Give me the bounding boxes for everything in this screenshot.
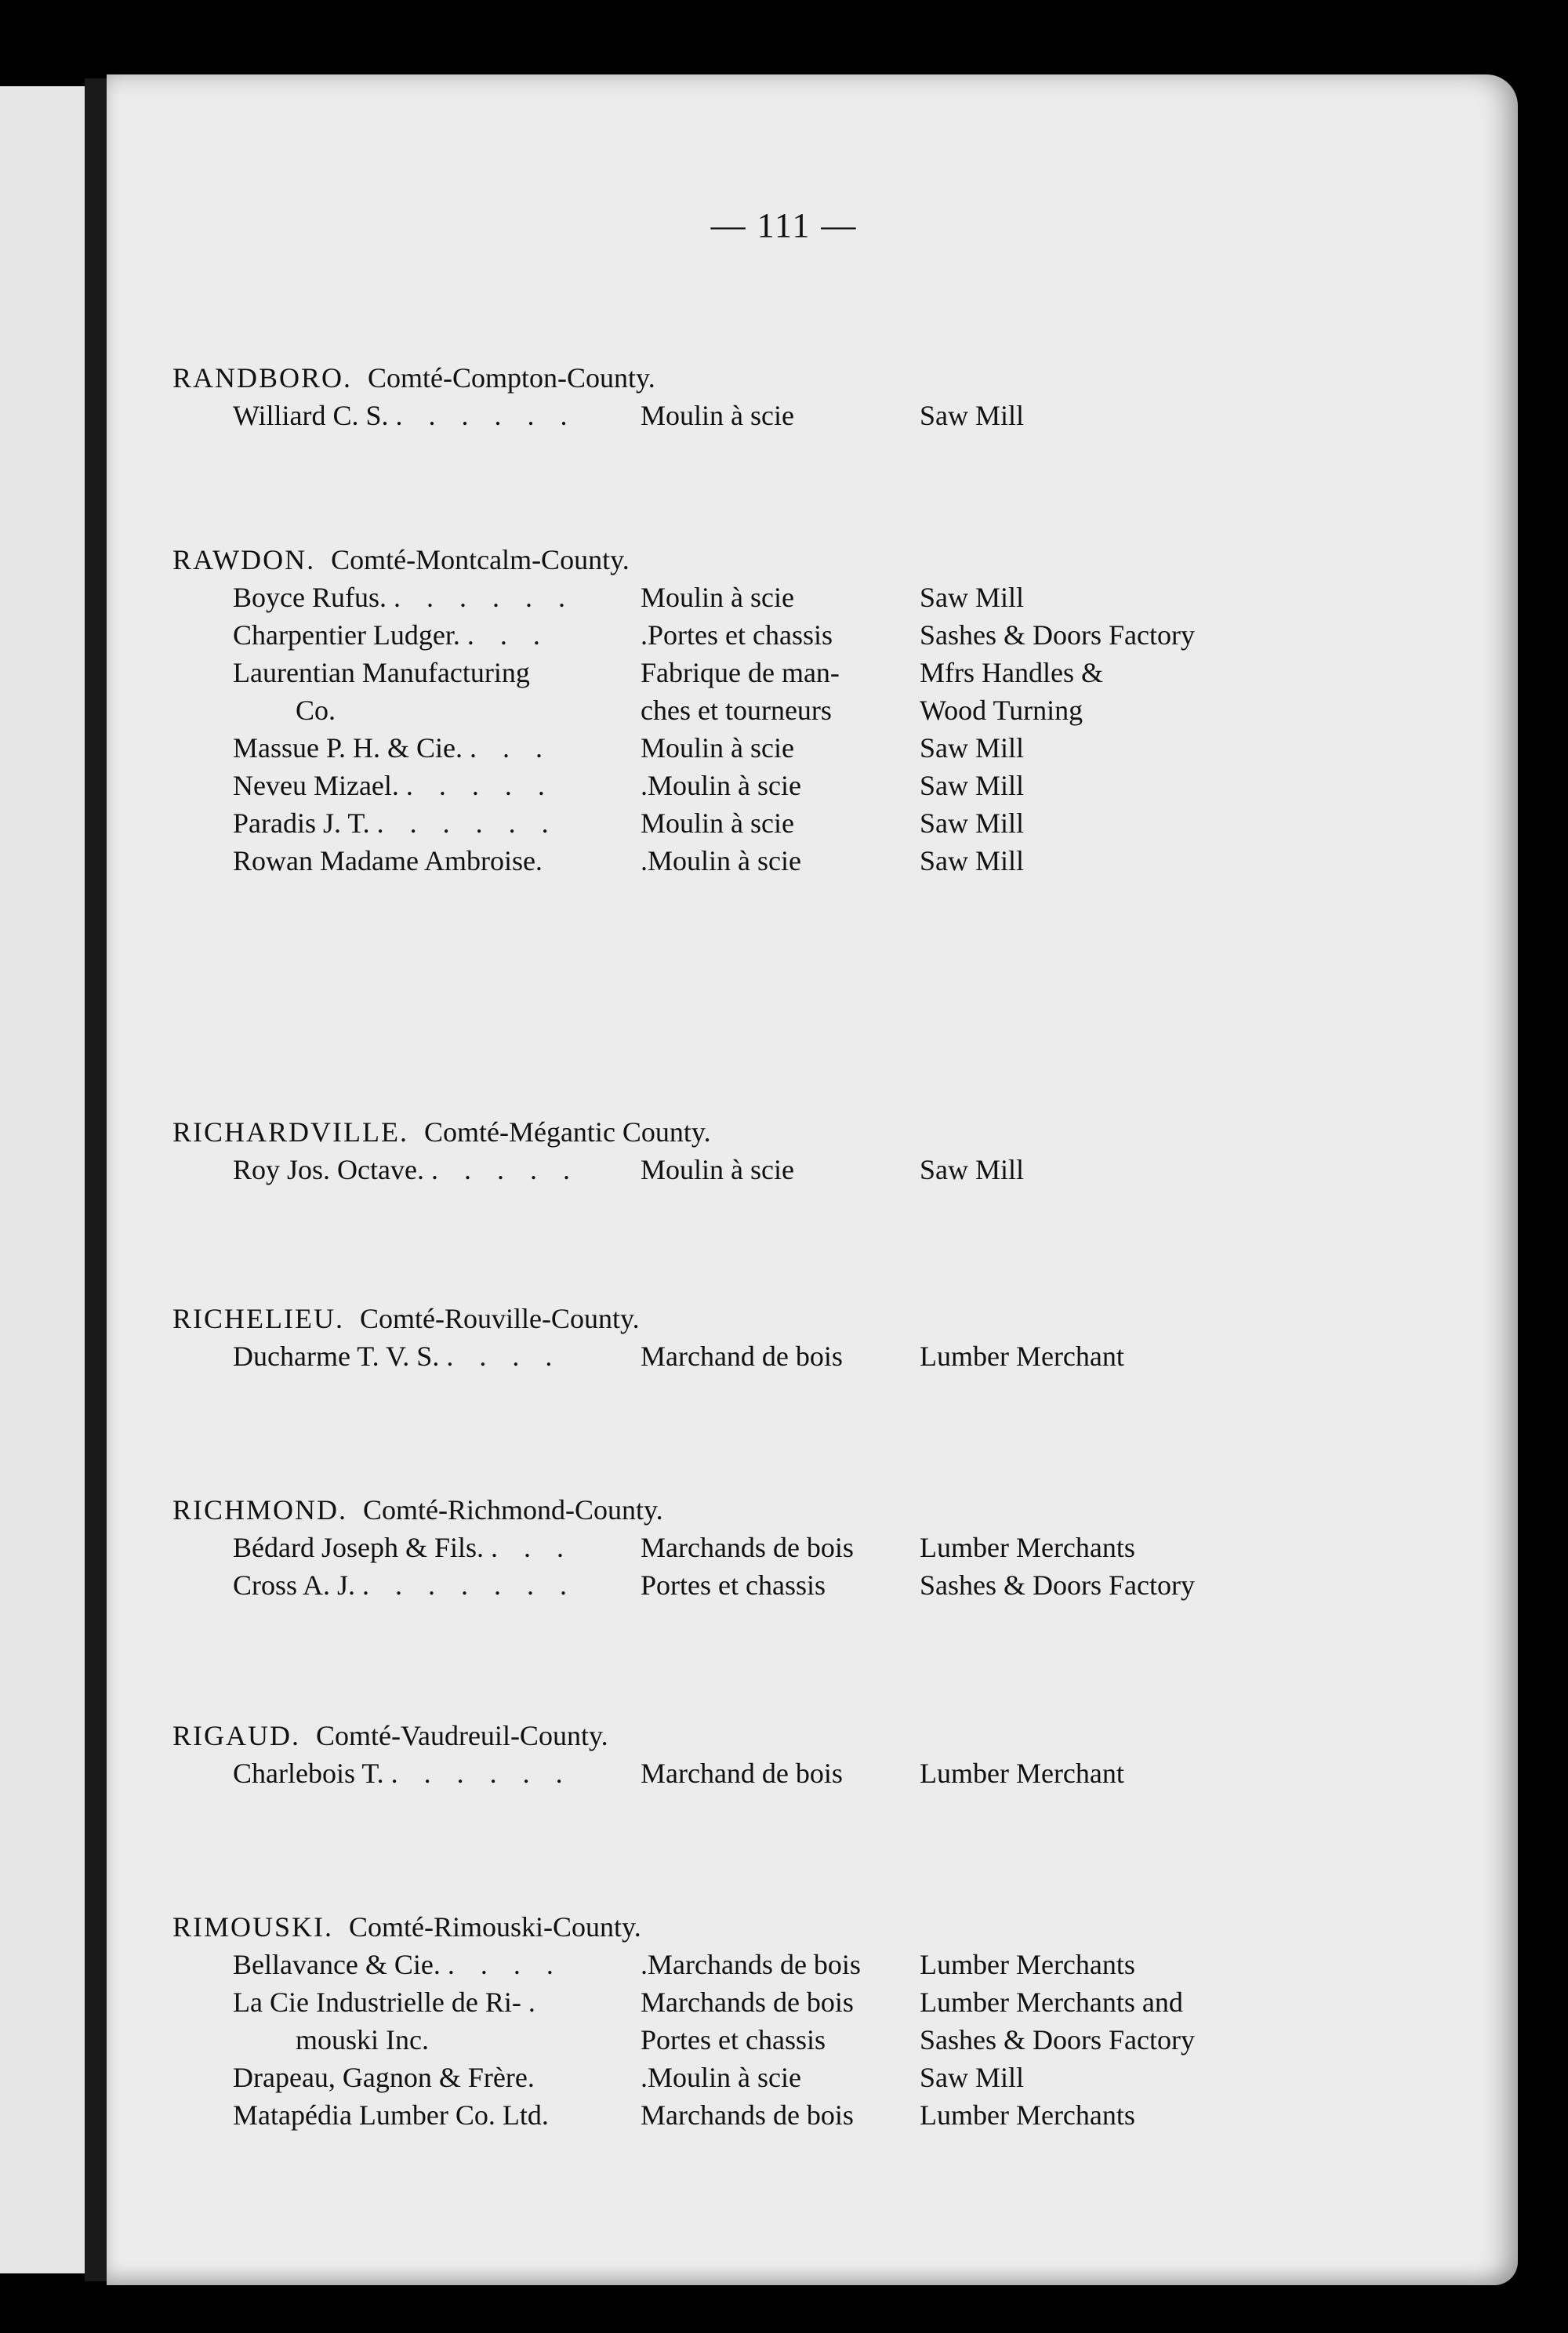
entry-name: Roy Jos. Octave. . . . . . [233, 1154, 579, 1185]
entry-english: Saw Mill [920, 807, 1025, 839]
list-item [172, 1529, 1348, 1566]
entry-name: Drapeau, Gagnon & Frère. [233, 2062, 535, 2093]
entry-english: Lumber Merchants [920, 1949, 1135, 1980]
entry-french: .Portes et chassis [641, 619, 833, 651]
entry-french: .Moulin à scie [641, 770, 801, 801]
entry-french: Moulin à scie [641, 400, 794, 431]
entry-english: Sashes & Doors Factory [920, 1569, 1195, 1601]
entry-name: Ducharme T. V. S. . . . . [233, 1341, 562, 1372]
place-name: RAWDON. [172, 544, 316, 575]
list-item [172, 1946, 1348, 1983]
list-item [172, 767, 1348, 804]
county-name: Comté-Compton-County. [368, 362, 655, 394]
list-item [172, 616, 1348, 654]
entry-french: Fabrique de man- ches et tourneurs [641, 657, 840, 726]
entry-french: Moulin à scie [641, 1154, 794, 1185]
entry-french: Marchands de bois [641, 1532, 854, 1563]
section-heading [172, 1113, 1348, 1151]
section-richardville [172, 1113, 1348, 1188]
entry-english: Saw Mill [920, 400, 1025, 431]
entry-english: Lumber Merchant [920, 1341, 1124, 1372]
entry-english: Lumber Merchants [920, 2099, 1135, 2131]
entry-name: Boyce Rufus. . . . . . . [233, 582, 575, 613]
entry-english: Saw Mill [920, 1154, 1025, 1185]
entry-name: La Cie Industrielle de Ri- . mouski Inc. [233, 1986, 545, 2055]
section-randboro [172, 359, 1348, 434]
county-name: Comté-Mégantic County. [423, 1116, 711, 1148]
list-item [172, 2096, 1348, 2134]
section-richmond [172, 1491, 1348, 1604]
entry-french: .Marchands de bois [641, 1949, 861, 1980]
entry-name: Paradis J. T. . . . . . . [233, 807, 558, 839]
list-item [172, 1754, 1348, 1792]
list-item [172, 842, 1348, 880]
place-name: RICHARDVILLE. [172, 1116, 408, 1148]
entry-english: Saw Mill [920, 732, 1025, 764]
entry-french: Moulin à scie [641, 807, 794, 839]
entry-name: Matapédia Lumber Co. Ltd. [233, 2099, 549, 2131]
list-item [172, 654, 1348, 729]
county-name: Comté-Rimouski-County. [349, 1911, 641, 1943]
section-heading [172, 1908, 1348, 1946]
entry-english: Lumber Merchants and Sashes & Doors Factory [920, 1986, 1195, 2055]
list-item [172, 2059, 1348, 2096]
place-name: RIMOUSKI. [172, 1911, 334, 1943]
entry-french: Moulin à scie [641, 582, 794, 613]
county-name: Comté-Richmond-County. [363, 1494, 663, 1526]
entry-name: Charlebois T. . . . . . . [233, 1758, 572, 1789]
entry-name: Cross A. J. . . . . . . . [233, 1569, 577, 1601]
list-item [172, 804, 1348, 842]
entry-english: Mfrs Handles & Wood Turning [920, 657, 1103, 726]
entry-name: Neveu Mizael. . . . . . [233, 770, 554, 801]
left-page-edge [0, 86, 85, 2273]
entry-english: Lumber Merchants [920, 1532, 1135, 1563]
list-item [172, 1566, 1348, 1604]
entry-english: Saw Mill [920, 2062, 1025, 2093]
section-heading [172, 1717, 1348, 1754]
entry-name: Williard C. S. . . . . . . [233, 400, 577, 431]
entry-name: Laurentian Manufacturing Co. [233, 657, 530, 726]
entry-english: Saw Mill [920, 582, 1025, 613]
list-item [172, 397, 1348, 434]
entry-french: Marchands de bois Portes et chassis [641, 1986, 854, 2055]
entry-french: .Moulin à scie [641, 845, 801, 876]
entry-name: Charpentier Ludger. . . . [233, 619, 550, 651]
entry-english: Saw Mill [920, 770, 1025, 801]
county-name: Comté-Vaudreuil-County. [316, 1720, 608, 1751]
section-heading [172, 359, 1348, 397]
section-rawdon [172, 541, 1348, 880]
place-name: RICHMOND. [172, 1494, 348, 1526]
page-number: — 111 — [710, 206, 858, 245]
place-name: RICHELIEU. [172, 1303, 344, 1334]
section-heading [172, 1491, 1348, 1529]
county-name: Comté-Rouville-County. [359, 1303, 640, 1334]
entry-english: Saw Mill [920, 845, 1025, 876]
entry-name: Massue P. H. & Cie. . . . [233, 732, 553, 764]
list-item [172, 729, 1348, 767]
entry-french: Moulin à scie [641, 732, 794, 764]
list-item [172, 1983, 1348, 2059]
entry-french: Marchands de bois [641, 2099, 854, 2131]
county-name: Comté-Montcalm-County. [331, 544, 630, 575]
section-rigaud [172, 1717, 1348, 1792]
book-binding [85, 78, 107, 2281]
entry-name: Bédard Joseph & Fils. . . . [233, 1532, 573, 1563]
entry-english: Sashes & Doors Factory [920, 619, 1195, 651]
list-item [172, 1151, 1348, 1188]
entry-french: Portes et chassis [641, 1569, 826, 1601]
entry-name: Rowan Madame Ambroise. [233, 845, 543, 876]
entry-french: Marchand de bois [641, 1341, 843, 1372]
section-heading [172, 1300, 1348, 1337]
entry-name: Bellavance & Cie. . . . . [233, 1949, 563, 1980]
list-item [172, 579, 1348, 616]
section-heading [172, 541, 1348, 579]
place-name: RANDBORO. [172, 362, 353, 394]
list-item [172, 1337, 1348, 1375]
section-richelieu [172, 1300, 1348, 1375]
section-rimouski [172, 1908, 1348, 2134]
entry-french: Marchand de bois [641, 1758, 843, 1789]
entry-english: Lumber Merchant [920, 1758, 1124, 1789]
entry-french: .Moulin à scie [641, 2062, 801, 2093]
place-name: RIGAUD. [172, 1720, 300, 1751]
